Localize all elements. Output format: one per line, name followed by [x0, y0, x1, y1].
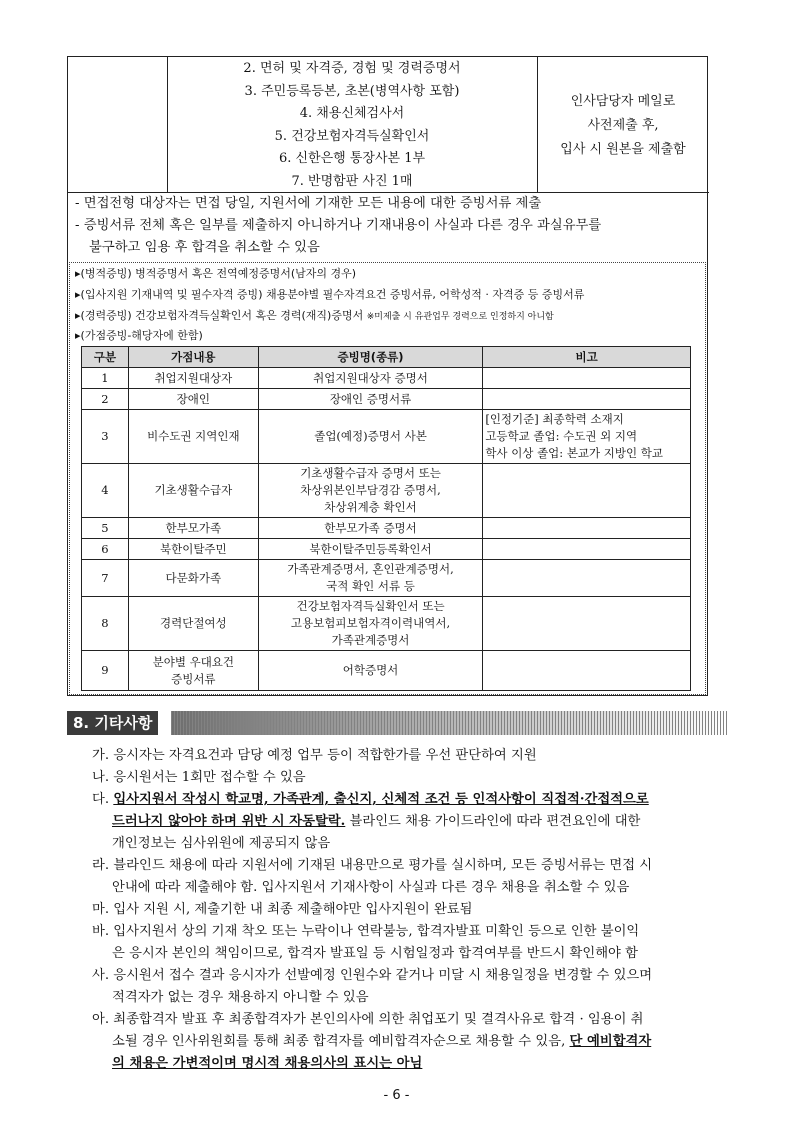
bullet-career-text: ▸(경력증빙) 건강보험자격득실확인서 혹은 경력(재직)증명서	[75, 309, 364, 322]
bullet-bonus: ▸(가점증빙-해당자에 한함)	[75, 329, 203, 342]
doc-line: 건강보험자격득실확인서 또는	[296, 599, 445, 613]
submission-note-line: 인사담당자 메일로	[570, 94, 676, 109]
cell-doc	[258, 464, 483, 518]
bonus-evidence-table	[81, 346, 691, 691]
cell-doc: 북한이탈주민등록확인서	[258, 539, 483, 560]
item-text: 소될 경우 인사위원회를 통해 최종 합격자를 예비합격자순으로 채용할 수 있음,	[112, 1034, 570, 1049]
cell-note	[483, 539, 691, 560]
table-row	[82, 518, 691, 539]
document-item: 2. 면허 및 자격증, 경험 및 경력증명서	[243, 61, 461, 76]
document-item: 6. 신한은행 통장사본 1부	[278, 151, 426, 166]
header-doc: 증빙명(종류)	[258, 347, 483, 368]
table-row	[82, 597, 691, 651]
item-line: 사. 응시원서 접수 결과 응시자가 선발예정 인원수와 같거나 미달 시 채용일정을 변경할 수 있으며	[92, 968, 653, 983]
cell-note	[483, 368, 691, 389]
item-line: 나. 응시원서는 1회만 접수할 수 있음	[92, 770, 306, 785]
table-row	[82, 560, 691, 597]
reserve-warning: 의 채용은 가변적이며 명시적 채용의사의 표시는 아님	[112, 1056, 423, 1071]
cell-item: 북한이탈주민	[128, 539, 258, 560]
cell-note	[483, 651, 691, 691]
list-item	[92, 921, 732, 965]
section-title: 8. 기타사항	[67, 711, 158, 735]
cell-item: 장애인	[128, 389, 258, 410]
cell-item	[128, 651, 258, 691]
header-note: 비고	[483, 347, 691, 368]
note-line: [인정기준] 최종학력 소재지	[485, 412, 624, 426]
cell-doc: 어학증명서	[258, 651, 483, 691]
item-line: 마. 입사 지원 시, 제출기한 내 최종 제출해야만 입사지원이 완료됨	[92, 902, 473, 917]
note-line: 고등학교 졸업: 수도권 외 지역	[485, 429, 638, 443]
list-item	[92, 899, 732, 921]
submission-note	[538, 90, 708, 162]
note-line: - 증빙서류 전체 혹은 일부를 제출하지 아니하거나 기재내용이 사실과 다른 경우 과실유무를	[75, 218, 602, 233]
table-row	[82, 368, 691, 389]
list-item	[92, 1009, 732, 1075]
item-line: 라. 블라인드 채용에 따라 지원서에 기재된 내용만으로 평가를 실시하며, 모든 증빙서류는 면접 시	[92, 858, 653, 873]
cell-no: 8	[82, 597, 129, 651]
doc-line: 국적 확인 서류 등	[326, 579, 415, 593]
item-line: 안내에 따라 제출해야 함. 입사지원서 기재사항이 사실과 다른 경우 채용을 취소할 수 있음	[112, 880, 630, 895]
cell-note	[483, 518, 691, 539]
item-line: 바. 입사지원서 상의 기재 착오 또는 누락이나 연락불능, 합격자발표 미확인 등으로 인한 불이익	[92, 924, 640, 939]
table-row	[82, 410, 691, 464]
item-line: 개인정보는 심사위원에 제공되지 않음	[112, 836, 331, 851]
cell-no: 3	[82, 410, 129, 464]
cell-note	[483, 464, 691, 518]
bullet-career	[75, 307, 554, 323]
cell-item: 취업지원대상자	[128, 368, 258, 389]
note-line: 학사 이상 졸업: 본교가 지방인 학교	[485, 446, 664, 460]
table-header-row	[82, 347, 691, 368]
item-line: 증빙서류	[171, 671, 216, 686]
item-line: 분야별 우대요건	[152, 654, 235, 669]
cell-no: 5	[82, 518, 129, 539]
list-item	[92, 745, 732, 767]
cell-doc	[258, 597, 483, 651]
cell-doc: 졸업(예정)증명서 사본	[258, 410, 483, 464]
bullet-military: ▸(병적증빙) 병적증명서 혹은 전역예정증명서(남자의 경우)	[75, 267, 357, 280]
cell-item: 비수도권 지역인재	[128, 410, 258, 464]
document-item: 7. 반명함판 사진 1매	[291, 173, 413, 189]
list-item	[92, 965, 732, 1009]
doc-line: 가족관계증명서, 혼인관계증명서,	[287, 562, 454, 576]
document-item: 3. 주민등록등본, 초본(병역사항 포함)	[244, 83, 460, 99]
list-item	[92, 767, 732, 789]
doc-line: 차상위계층 확인서	[324, 500, 417, 514]
doc-line: 차상위본인부담경감 증명서,	[300, 483, 441, 497]
cell-doc: 장애인 증명서류	[258, 389, 483, 410]
table-row	[82, 464, 691, 518]
cell-no: 9	[82, 651, 129, 691]
cell-no: 2	[82, 389, 129, 410]
cell-doc: 취업지원대상자 증명서	[258, 368, 483, 389]
evidence-notes	[75, 193, 705, 259]
cell-no: 4	[82, 464, 129, 518]
cell-no: 1	[82, 368, 129, 389]
header-item: 가점내용	[128, 347, 258, 368]
note-line: - 면접전형 대상자는 면접 당일, 지원서에 기재한 모든 내용에 대한 증빙서류 제출	[75, 196, 542, 211]
item-line: 은 응시자 본인의 책임이므로, 합격자 발표일 등 시험일정과 합격여부를 반드시 확인해야 함	[112, 946, 638, 961]
note-line: 불구하고 임용 후 합격을 취소할 수 있음	[89, 240, 320, 255]
section-8-header	[67, 711, 727, 735]
cell-note	[483, 560, 691, 597]
cell-item: 기초생활수급자	[128, 464, 258, 518]
doc-line: 기초생활수급자 증명서 또는	[300, 466, 441, 480]
submission-note-line: 사전제출 후,	[587, 118, 659, 133]
submission-note-line: 입사 시 원본을 제출함	[560, 142, 686, 157]
bullet-application: ▸(입사지원 기재내역 및 필수자격 증빙) 채용분야별 필수자격요건 증빙서류, 어학성적 · 자격증 등 증빙서류	[75, 288, 585, 301]
cell-note	[483, 597, 691, 651]
item-prefix: 다.	[92, 792, 114, 807]
document-item: 4. 채용신체검사서	[299, 106, 405, 121]
cell-item: 한부모가족	[128, 518, 258, 539]
other-matters-list	[92, 745, 732, 1075]
item-line: 가. 응시자는 자격요건과 담당 예정 업무 등이 적합한가를 우선 판단하여 지원	[92, 748, 537, 763]
item-text: 블라인드 채용 가이드라인에 따라 편견요인에 대한	[345, 814, 641, 829]
table-row	[82, 539, 691, 560]
document-item: 5. 건강보험자격득실확인서	[274, 128, 430, 144]
blind-warning: 드러나지 않아야 하며 위반 시 자동탈락.	[112, 814, 346, 829]
cell-doc: 한부모가족 증명서	[258, 518, 483, 539]
item-line	[92, 811, 732, 833]
cell-item: 다문화가족	[128, 560, 258, 597]
section-header-bar	[171, 711, 727, 735]
table-row	[82, 389, 691, 410]
cell-note	[483, 389, 691, 410]
item-line	[92, 1031, 732, 1053]
doc-line: 가족관계증명서	[331, 633, 410, 647]
required-documents-list	[168, 58, 536, 193]
item-line	[92, 789, 732, 811]
cell-no: 7	[82, 560, 129, 597]
doc-line: 고용보험피보험자격이력내역서,	[290, 616, 451, 630]
bullet-career-note: ※미제출 시 유관업무 경력으로 인정하지 아니함	[366, 312, 554, 322]
page-number: - 6 -	[383, 1088, 410, 1103]
table-row	[82, 651, 691, 691]
reserve-warning: 단 예비합격자	[569, 1034, 652, 1049]
cell-doc	[258, 560, 483, 597]
blind-warning: 입사지원서 작성시 학교명, 가족관계, 출신지, 신체적 조건 등 인적사항이 직접적·간접적으로	[113, 792, 649, 807]
list-item	[92, 855, 732, 899]
list-item	[92, 789, 732, 855]
cell-note	[483, 410, 691, 464]
cell-item: 경력단절여성	[128, 597, 258, 651]
item-line: 적격자가 없는 경우 채용하지 아니할 수 있음	[112, 990, 369, 1005]
header-no: 구분	[82, 347, 129, 368]
item-line: 아. 최종합격자 발표 후 최종합격자가 본인의사에 의한 취업포기 및 결격사유로 합격 · 임용이 취	[92, 1012, 644, 1027]
cell-no: 6	[82, 539, 129, 560]
